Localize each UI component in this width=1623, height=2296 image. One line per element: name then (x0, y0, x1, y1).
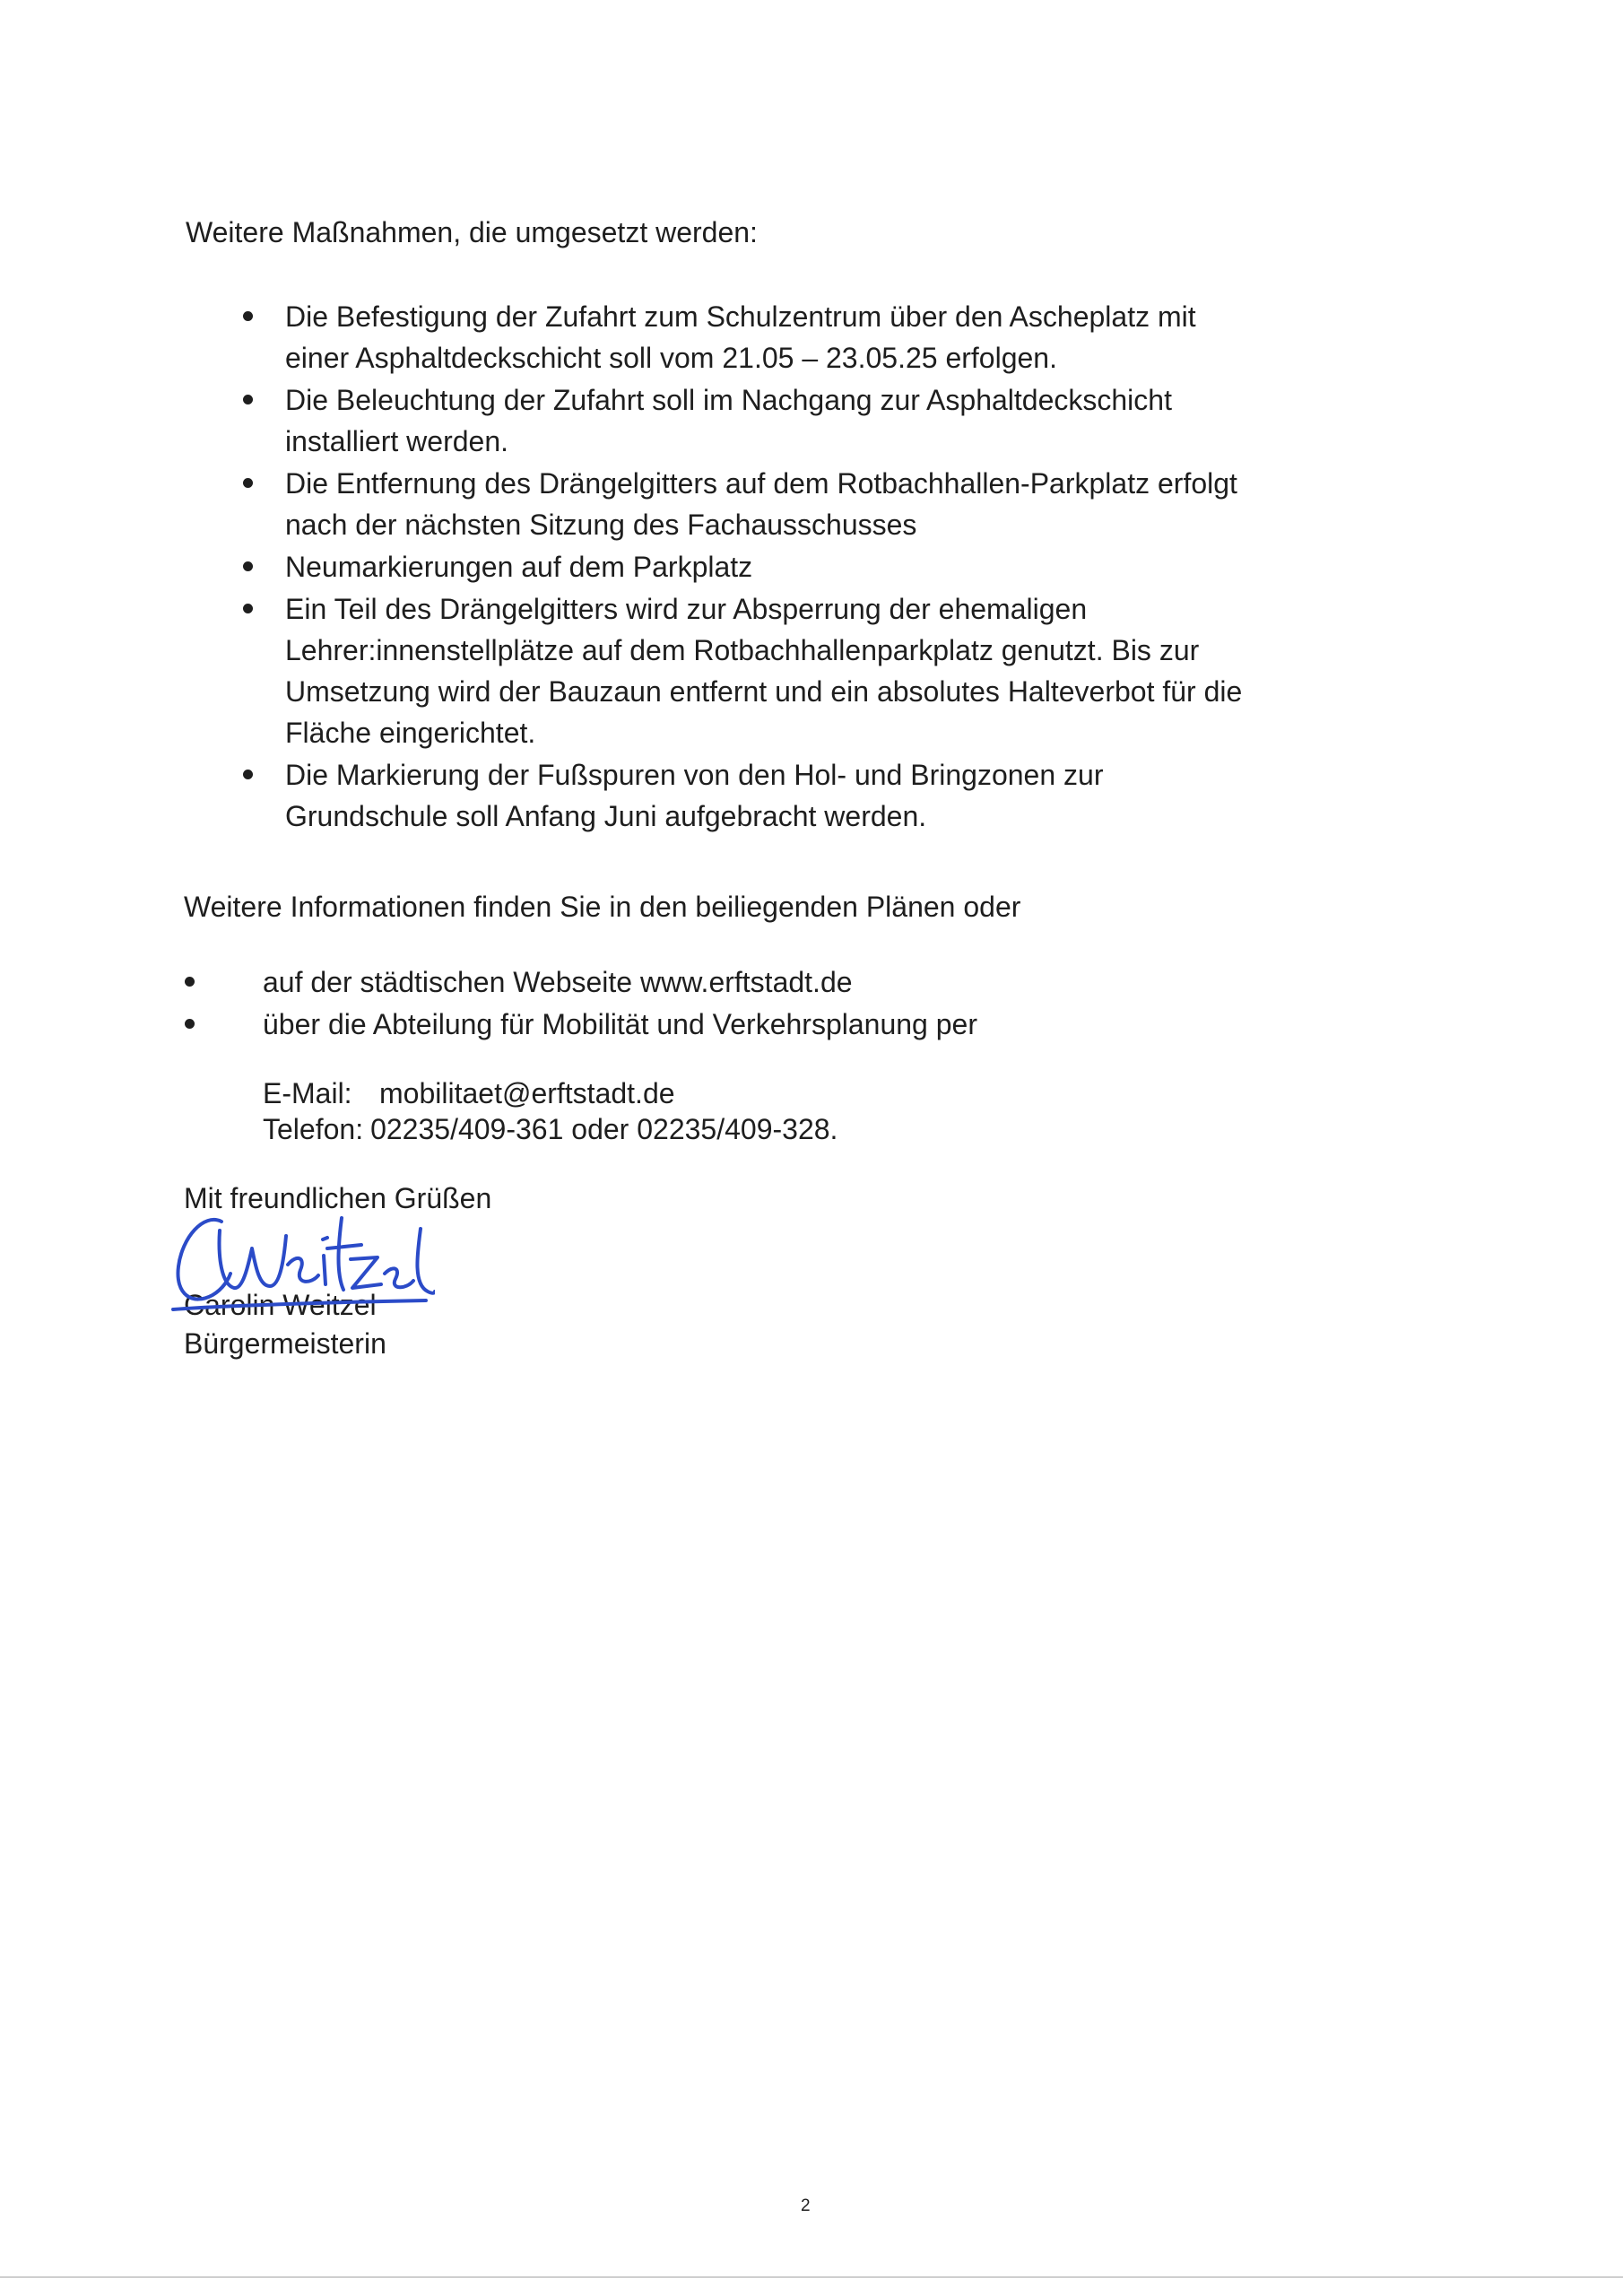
list-item-text: Die Befestigung der Zufahrt zum Schulzentrum über den Ascheplatz mit einer Asphaltdeckschicht soll vom 21.05 – 23.05.25 erfolgen. (285, 300, 1196, 374)
list-item (0, 1004, 977, 1045)
handwritten-signature (166, 1202, 435, 1327)
bullet-icon (243, 561, 253, 571)
signature-stroke (324, 1256, 325, 1284)
list-item (0, 463, 1254, 545)
list-item-text: Neumarkierungen auf dem Parkplatz (285, 551, 753, 583)
list-item (0, 546, 1254, 587)
email-address: mobilitaet@erftstadt.de (379, 1077, 675, 1109)
scan-edge-line (0, 2276, 1623, 2278)
bullet-icon (243, 604, 253, 613)
closing-text: Mit freundlichen Grüßen (184, 1182, 492, 1214)
list-item (0, 754, 1254, 837)
list-item (0, 296, 1254, 378)
signature-stroke (288, 1258, 318, 1282)
list-item-text: auf der städtischen Webseite www.erftstadt.de (263, 966, 853, 998)
bullet-icon (243, 311, 253, 321)
signature-stroke (327, 1245, 361, 1248)
signature-stroke (323, 1238, 327, 1239)
phone-label: Telefon: (263, 1113, 364, 1145)
list-item (0, 961, 977, 1003)
list-item-text: über die Abteilung für Mobilität und Verkehrsplanung per (263, 1008, 977, 1040)
signature-stroke (173, 1300, 426, 1309)
phone-row (263, 1111, 838, 1147)
list-item (0, 588, 1254, 753)
signature-stroke (178, 1220, 230, 1300)
signature-stroke (385, 1268, 413, 1287)
signature-stroke (351, 1257, 381, 1288)
list-item-text: Die Entfernung des Drängelgitters auf dem Rotbachhallen-Parkplatz erfolgt nach der nächsten Sitzung des Fachausschusses (285, 467, 1237, 541)
email-row (263, 1075, 838, 1111)
measures-list (0, 296, 1623, 838)
signatory-role: Bürgermeisterin (184, 1327, 386, 1360)
contact-list (0, 961, 977, 1046)
email-label: E-Mail: (263, 1077, 352, 1109)
page-number: 2 (801, 2196, 811, 2215)
bullet-icon (243, 770, 253, 779)
contact-details (263, 1075, 838, 1147)
list-item-text: Die Beleuchtung der Zufahrt soll im Nachgang zur Asphaltdeckschicht installiert werden. (285, 384, 1172, 457)
signatory-name: Carolin Weitzel (184, 1289, 377, 1321)
bullet-icon (243, 478, 253, 488)
more-info-text: Weitere Informationen finden Sie in den beiliegenden Plänen oder (184, 891, 1021, 923)
intro-text: Weitere Maßnahmen, die umgesetzt werden: (186, 216, 758, 248)
signature-stroke (339, 1218, 344, 1290)
list-item-text: Ein Teil des Drängelgitters wird zur Absperrung der ehemaligen Lehrer:innenstellplätze auf dem Rotbachhallenparkplatz genutzt. Bis zur Umsetzung wird der Bauzaun entfernt und ein absolutes Halteverbot für die Fläche eingerichtet. (285, 593, 1243, 749)
bullet-icon (185, 977, 195, 987)
list-item-text: Die Markierung der Fußspuren von den Hol- und Bringzonen zur Grundschule soll Anfang Juni aufgebracht werden. (285, 759, 1104, 832)
phone-numbers: 02235/409-361 oder 02235/409-328. (370, 1113, 838, 1145)
bullet-icon (243, 395, 253, 404)
signature-stroke (417, 1229, 435, 1293)
bullet-icon (185, 1019, 195, 1029)
list-item (0, 379, 1254, 462)
